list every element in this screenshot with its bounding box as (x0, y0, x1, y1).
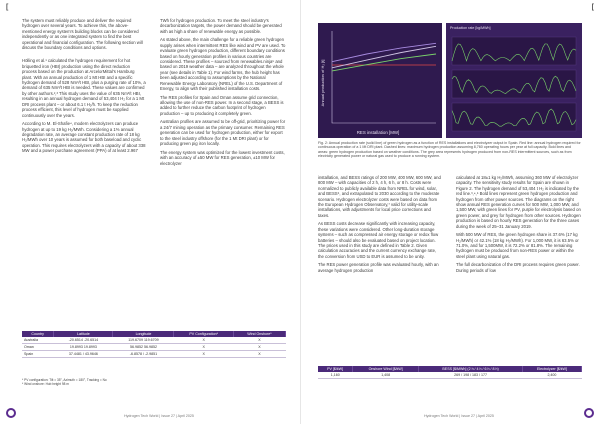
hydrogen-production-chart (318, 23, 442, 138)
table-cell: 37.4481 / 43.9646 (54, 351, 113, 358)
table-cell: X (174, 351, 233, 358)
table-cell: Spain (22, 351, 54, 358)
page-footer: Hydrogen Tech World | Issue 27 | April 2025 (124, 414, 194, 418)
table-cell: -20.6514 -20.6514 (54, 337, 113, 344)
left-column-2 (160, 18, 286, 169)
table-cell: X (174, 344, 233, 351)
paragraph: TWh for hydrogen production. To meet the steel industry's decarbonization targets, the power demand should be generated with as high a share of renewable energy as possible. (160, 18, 282, 34)
table-header: BESS [$/MWh] (2 h / 4 h / 6 h / 8 h) (419, 366, 523, 372)
chart-y-label: Annual production of H₂ [t] (320, 59, 325, 107)
publisher-logo-icon (6, 408, 16, 418)
table-cell: X (174, 337, 233, 344)
table-row (22, 351, 286, 358)
sample-week-panels (446, 23, 582, 138)
figure-caption: Fig. 2: Annual production rate (solid line) of green hydrogen as a function of RES installations and electrolyzer output in Spain. Red line: annual hydrogen required for continuous operation of a 1 Mt DRI plant. Dashed lines: maximum hydrogen production assuming 8,760 operating hours per year at full capacity. Bold lines and areas: green hydrogen production based on weather conditions. The grey area represents hydrogen produced from non-RES intermittent sources, such as from electricity generated power or natural gas used to produce a running system. (318, 141, 581, 159)
right-column-1 (318, 175, 442, 276)
paragraph: The RES profiles for Spain and Oman assume grid connection, allowing the use of non-RES power. In a second stage, a BESS is added to further reduce the carbon footprint of hydrogen production – up to producing it completely green. (160, 94, 284, 116)
cost-table (318, 366, 582, 379)
page-footer: Hydrogen Tech World | Issue 27 | April 2025 (424, 414, 494, 418)
table-header: Latitude (54, 331, 113, 337)
table-cell: 1,160 (318, 372, 353, 379)
table-header: Country (22, 331, 54, 337)
table-cell: X (233, 344, 285, 351)
table-cell: 1,408 (353, 372, 419, 379)
mini-panel (452, 37, 576, 65)
table-cell: 119.6709 119.6709 (113, 337, 174, 344)
table-cell: Oman (22, 344, 54, 351)
publisher-logo-icon (584, 408, 594, 418)
paragraph: With 500 MW of RES, the green hydrogen share is 37.6% (17 kg H₂/MWh) or 42.1% (18 kg H₂/MWh). For 1,000 MW, it is 63.5% or 71.0%, and for 1,500MW, it is 72.2% or 81.8%. The remaining hydrogen must be produced from non-RES power or within the steel plant using natural gas. (456, 232, 579, 259)
paragraph: calculated at 18±1 kg H₂/MWh, assuming 360 MW of electrolyzer capacity. The sensitivity study results for Spain are shown in Figure 2. The hydrogen demand of 53,404 t H₂ is indicated by the red line.³,⁴,⁵ Bold lines represent green hydrogen production and hydrogen from other power sources. The diagrams on the right show annual RES generation curves for 500 MW, 1,000 MW, and 1,500 MW, with green lines for PV, purple for electrolysis based on green power, and grey for hydrogen from other sources. Hydrogen production is based on hourly RES generation for the three cases during the week of 25–31 January 2019. (456, 175, 581, 229)
paragraph: The RES power generation profile was evaluated hourly, with an average hydrogen production (318, 262, 439, 273)
table-note: * PV configuration: Tilt = 35°, Azimuth = 180°, Tracking = No (22, 378, 107, 382)
table-cell: 56.9852 56.9852 (113, 344, 174, 351)
page-corner-mark: [ (6, 4, 9, 11)
paragraph: The energy system was optimized for the lowest investment costs, with an accuracy of ±50 MW for RES generation, ±10 MW for electrolyzer (160, 149, 285, 166)
table-header: Onshore Wind [$/kW] (353, 366, 419, 372)
table-cell: X (233, 351, 285, 358)
table-header: Wind Onshore* (233, 331, 285, 337)
table-row (318, 372, 582, 379)
table-header: PV Configuration* (174, 331, 233, 337)
paragraph: As stated above, the main challenge for a reliable green hydrogen supply arises when intermittent RES like wind and PV are used. To evaluate green hydrogen production, different boundary conditions based on hourly generation profiles in various countries are considered. These profiles – sourced from renewables.ninja⁵ and based on 2019 weather data – are analyzed throughout the whole year (see details in Table 1). For wind farms, the hub height has been adjusted according to assumptions by the National Renewable Energy Laboratory (NREL) of the U.S. Department of Energy, to align with their published installation costs. (160, 37, 286, 92)
page-corner-mark: [ (591, 4, 594, 11)
paragraph: The system must reliably produce and deliver the required hydrogen over several years. To achieve this, the above-mentioned energy system's building blocks can be considered independently or as one integrated system to find the best operational and financial configuration. The following section will discuss the boundary conditions and options. (22, 18, 143, 51)
table-header: Longitude (113, 331, 174, 337)
paragraph: Hölling et al.¹ calculated the hydrogen requirement for hot briquetted iron (HBI) production using the direct reduction process based on the production at ArcelorMittal's Hamburg plant. With an annual production of 1 Mt HBI and a specific hydrogen demand of 528 Nm³/t HBI, plus a purging rate of 10%, a demand of 635 Nm³/t HBI is needed. These values are confirmed by other authors.²,³ This study uses the value of 635 Nm³/t HBI, resulting in an annual hydrogen demand of 53,404 t H₂ for a 1 Mt DRI process plant – or about 6.1 t H₂/h. To keep the reduction process efficient, this level of hydrogen must be supplied continuously over the years. (22, 58, 146, 118)
paragraph: The full decarbonization of the DRI process requires green power. During periods of low (456, 262, 580, 273)
table-cell: 19.8993 19.8993 (54, 344, 113, 351)
mini-panel (452, 103, 576, 131)
table-header: PV [$/kW] (318, 366, 353, 372)
chart-x-label: RES installation [MW] (356, 130, 400, 135)
table-note: * Wind onshore: Hub height 98 m (22, 382, 69, 386)
legend-title: Production rate [kg/MWh] (450, 26, 491, 30)
paragraph: installation, and BESS ratings of 200 MW, 400 MW, 600 MW, and 800 MW – with capacities of 2 h, 4 h, 6 h, or 8 h. Costs were normalized to publicly available data from NREL for wind, solar, and BESS⁶, and extrapolated to 2030 according to the moderate scenario. Hydrogen electrolyzer costs were based on data from the European Hydrogen Observatory,⁷ valid for utility-scale installations, with adjustments for local price corrections and taxes. (318, 175, 441, 218)
paragraph: As BESS costs decrease significantly with increasing capacity, these variations were considered. Other long-duration storage systems – such as compressed air energy storage or redox flow batteries – should also be evaluated based on project location. The prices used in this study are defined in Table 2. Given calculation accuracies and the current currency exchange rate, the conversion from USD to EUR is assumed to be unity. (318, 221, 439, 259)
table-notes (22, 378, 286, 386)
table-cell: X (233, 337, 285, 344)
paragraph: Australian profiles are assumed to be off-grid, prioritizing power for a 24/7 mining operation as the primary consumer. Remaining RES generation can be used for hydrogen production, either for export to the steel industry offshore (for the 1 Mt DRI plant) or for producing green pig iron locally. (160, 119, 286, 147)
chart-canvas (318, 23, 442, 138)
right-column-2 (456, 175, 582, 276)
panel-canvas (446, 23, 582, 138)
mini-panel (452, 70, 576, 98)
location-table (22, 331, 286, 358)
table-cell: -6.8578 / -2.9851 (113, 351, 174, 358)
table-cell: 269 / 198 / 183 / 177 (419, 372, 523, 379)
paragraph: According to M. El-Shafie⁴, modern electrolyzers can produce hydrogen at up to 19 kg H₂/MWh. Considering a 1% annual degradation rate, an average constant production rate of 18 kg H₂/MWh over 10 years is assumed for both baseload and cyclic operation. This requires electrolyzers with a capacity of about 338 MW and a power purchase agreement (PPA) of at least 2.967 (22, 121, 146, 154)
table-row (22, 344, 286, 351)
table-header: Electrolyzer [$/kW] (522, 366, 581, 372)
left-column-1 (22, 18, 146, 157)
table-cell: Australia (22, 337, 54, 344)
table-cell: 2,400 (522, 372, 581, 379)
